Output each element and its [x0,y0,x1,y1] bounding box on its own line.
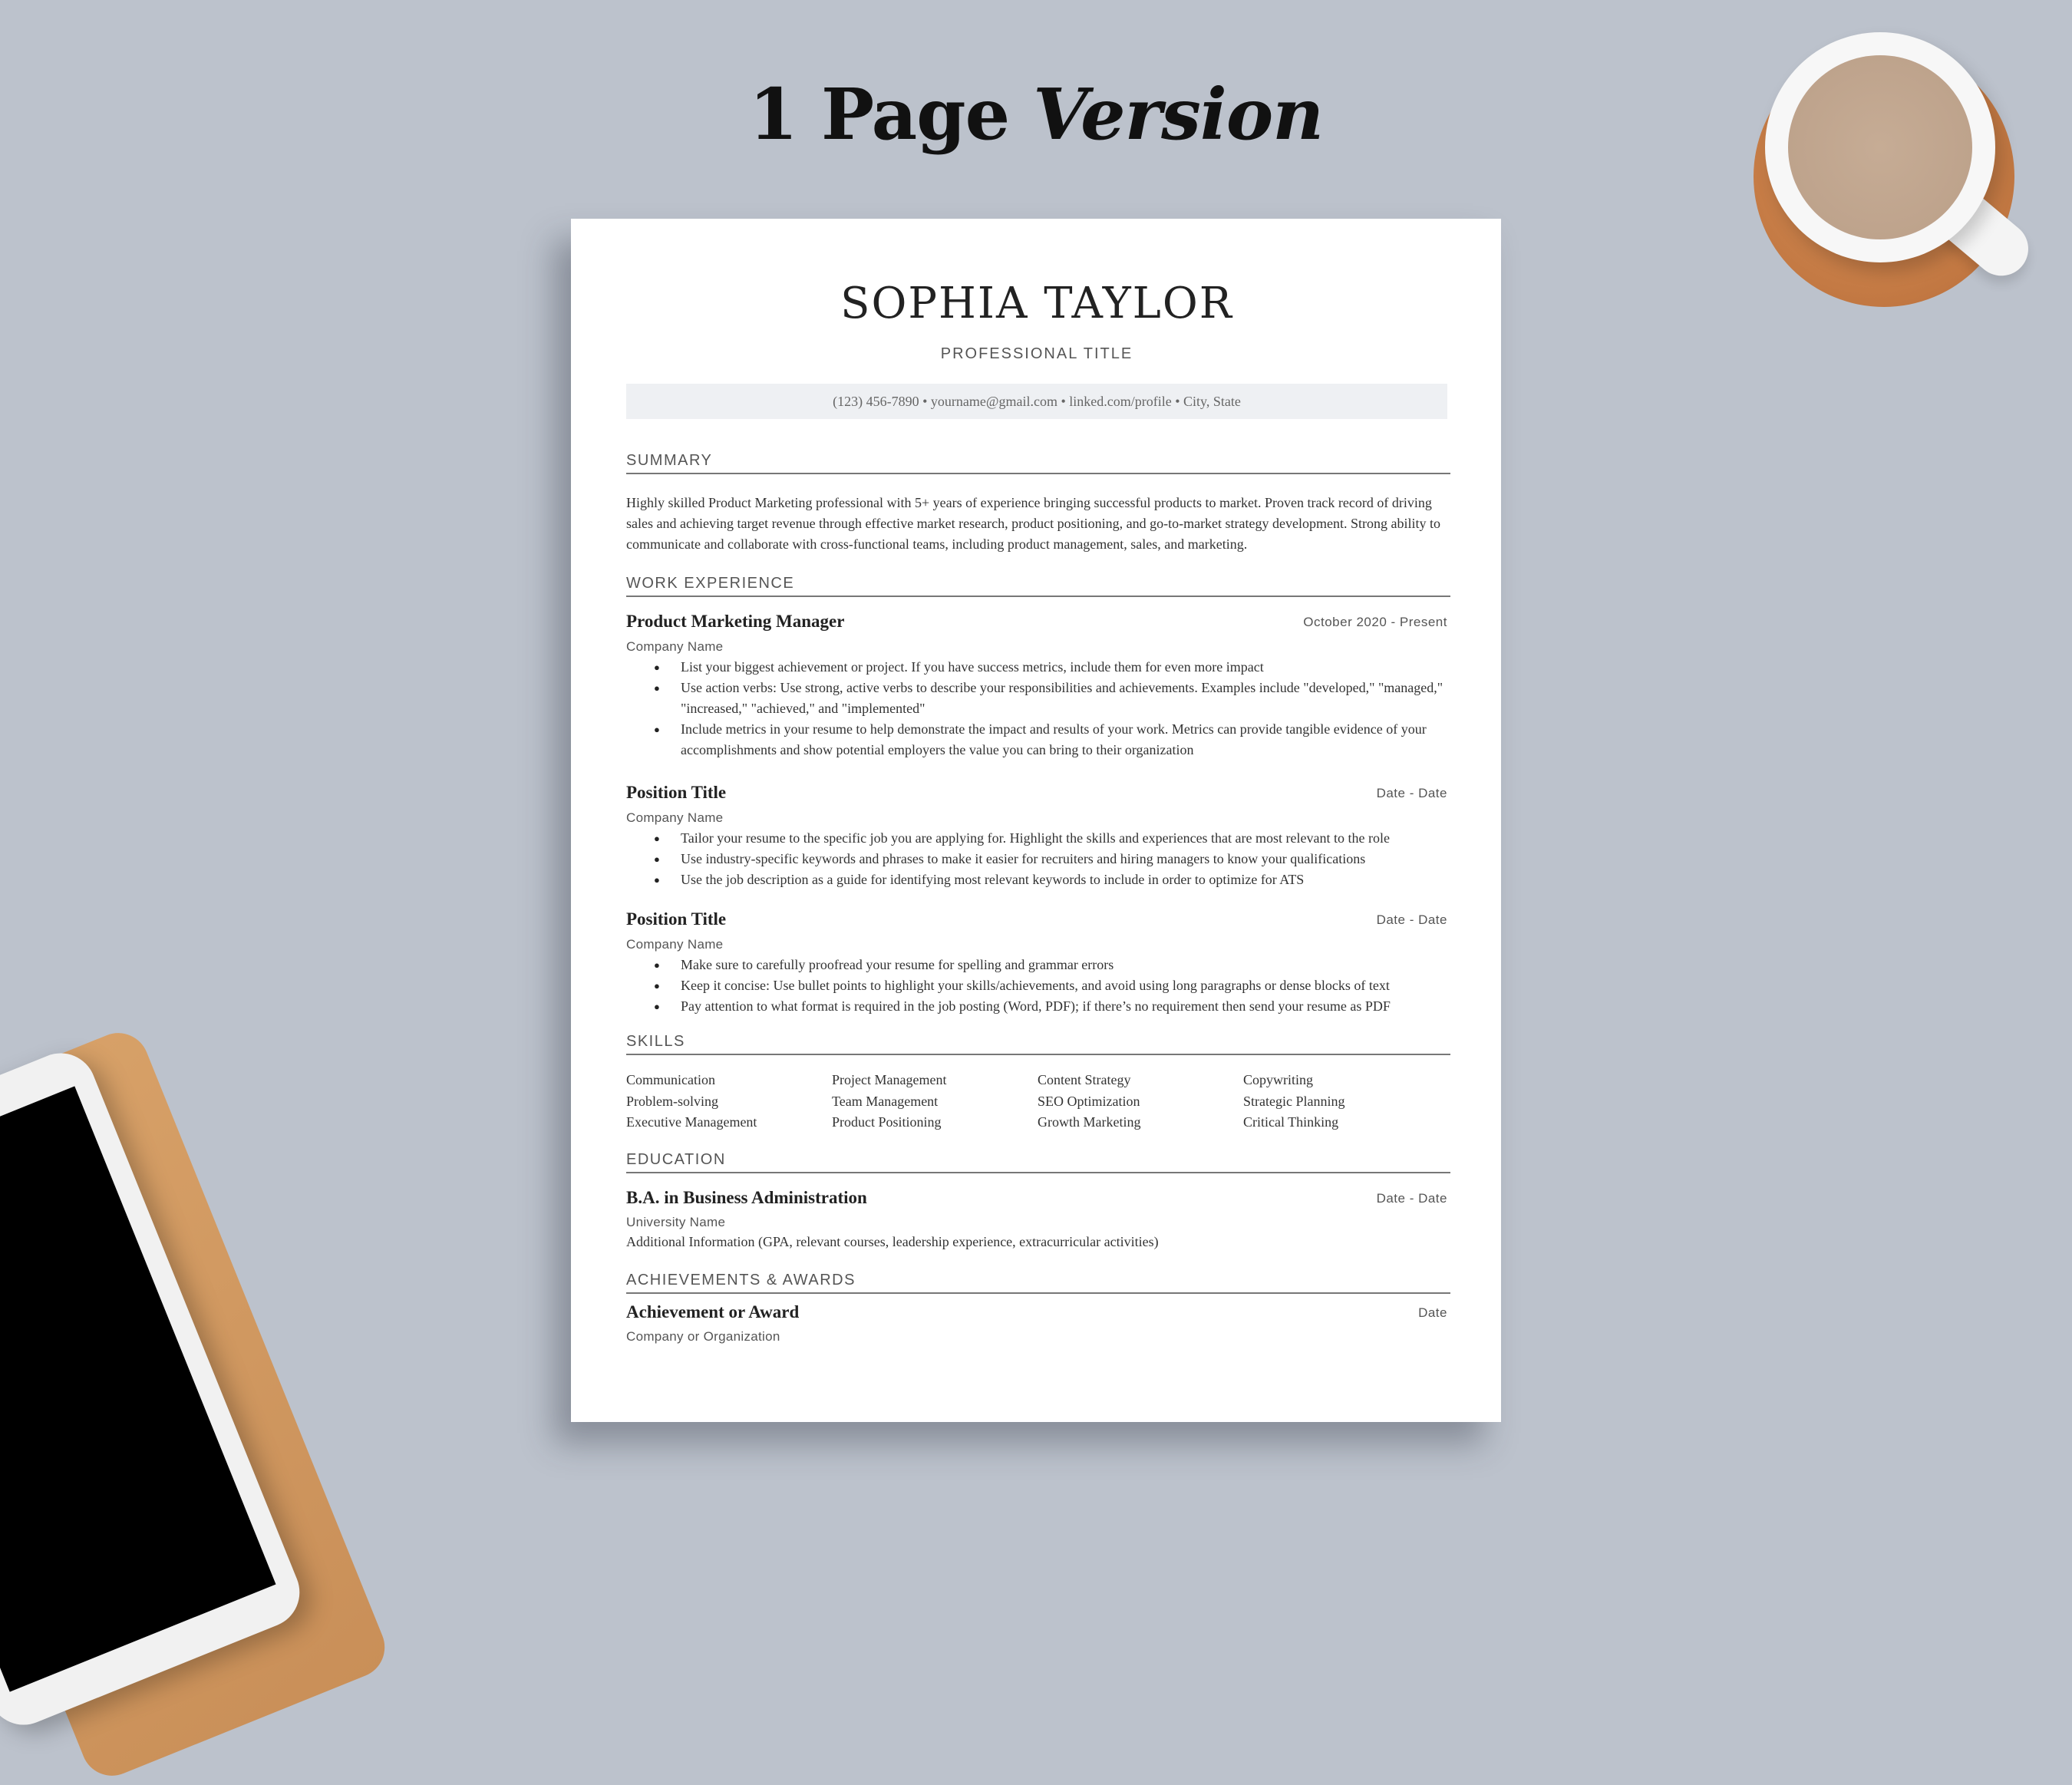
award-title [626,1302,1447,1322]
skill-item: Product Positioning [832,1114,942,1130]
skill-item: Executive Management [626,1114,757,1130]
awards-heading: ACHIEVEMENTS & AWARDS [626,1272,1450,1294]
job-title [626,909,1447,929]
bullet-item: ● Pay attention to what format is required in the job posting (Word, PDF); if there’s no requirement then send your resume as PDF [681,996,1502,1017]
company-name: Company Name [626,937,724,952]
bullet-item: ● List your biggest achievement or project. If you have success metrics, include them for even more impact [681,657,1502,678]
bullet-item: ● Keep it concise: Use bullet points to highlight your skills/achievements, and avoid using long paragraphs or dense blocks of text [681,975,1502,996]
job-date: Date - Date [1376,786,1447,800]
education-heading: EDUCATION [626,1151,1450,1173]
resume-name: SOPHIA TAYLOR [840,279,1233,328]
job-title [626,783,1447,803]
skills-heading: SKILLS [626,1033,1450,1055]
skill-item: Project Management [832,1072,947,1087]
job-date: Date - Date [1376,912,1447,927]
contact-bar: (123) 456-7890 • yourname@gmail.com • linked.com/profile • City, State [626,384,1447,419]
company-name: Company Name [626,810,724,825]
job-bullets [626,657,1502,761]
job-title [626,612,1447,632]
skill-item: Problem-solving [626,1093,718,1109]
banner-number: 1 [748,73,797,156]
skills-grid [626,1070,1447,1133]
bullet-item: ● Use the job description as a guide for identifying most relevant keywords to include in order to optimize for ATS [681,869,1502,890]
resume-page [571,219,1501,1422]
skill-item: Content Strategy [1038,1072,1131,1087]
bullet-item: ● Make sure to carefully proofread your resume for spelling and grammar errors [681,955,1502,975]
award-organization: Company or Organization [626,1329,780,1344]
bullet-item: ● Use industry-specific keywords and phrases to make it easier for recruiters and hiring managers to know your qualifications [681,849,1502,869]
skill-item: Communication [626,1072,715,1087]
award-date: Date [1418,1305,1447,1320]
skill-item: SEO Optimization [1038,1093,1140,1109]
skill-item: Copywriting [1243,1072,1314,1087]
skill-item: Growth Marketing [1038,1114,1141,1130]
job-title-text: Product Marketing Manager [626,612,845,631]
degree-text: B.A. in Business Administration [626,1188,867,1207]
skill-item: Strategic Planning [1243,1093,1345,1109]
education-date: Date - Date [1376,1191,1447,1206]
job-bullets [626,955,1502,1017]
work-experience-heading: WORK EXPERIENCE [626,575,1450,597]
university-name: University Name [626,1215,726,1229]
summary-text: Highly skilled Product Marketing professional with 5+ years of experience bringing successful products to market. Proven track record of driving sales and achieving target revenue through effective market research, product positioning, and go-to-market strategy development. Strong ability to communicate and collaborate with cross-functional teams, including product management, sales, and marketing. [626,495,1440,552]
coffee-surface [1788,55,1972,239]
skill-item: Team Management [832,1093,939,1109]
job-date: October 2020 - Present [1303,615,1447,629]
banner-word-version: Version [1033,73,1324,156]
job-title-text: Position Title [626,783,727,802]
bullet-item: ● Include metrics in your resume to help demonstrate the impact and results of your work. Metrics can provide tangible evidence of your accomplishments and show potential employers the value you can bring to their organization [681,719,1502,761]
skill-item: Critical Thinking [1243,1114,1339,1130]
summary-heading: SUMMARY [626,452,1450,474]
company-name: Company Name [626,639,724,654]
job-title-text: Position Title [626,909,727,929]
bullet-item: ● Use action verbs: Use strong, active verbs to describe your responsibilities and achievements. Examples include "developed," "managed," "increased," "achieved," and "implemented" [681,678,1502,719]
bullet-item: ● Tailor your resume to the specific job you are applying for. Highlight the skills and experiences that are most relevant to the role [681,828,1502,849]
award-text: Achievement or Award [626,1302,800,1321]
degree-title [626,1188,1447,1208]
job-bullets [626,828,1502,890]
education-info: Additional Information (GPA, relevant courses, leadership experience, extracurricular activities) [626,1234,1159,1249]
banner-word-page: Page [820,73,1010,156]
professional-title: PROFESSIONAL TITLE [940,345,1133,362]
